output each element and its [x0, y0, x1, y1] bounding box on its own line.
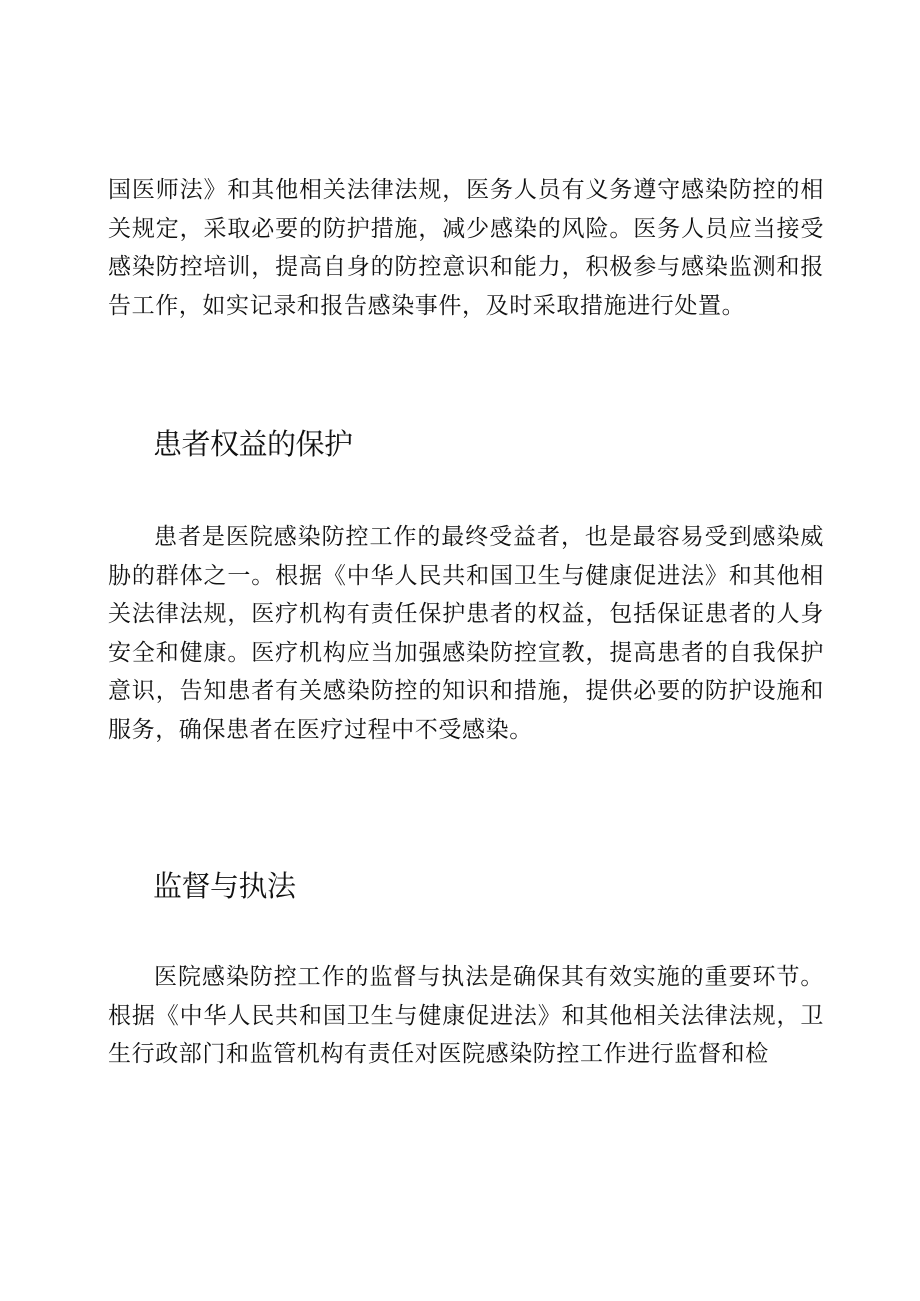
- section-heading-supervision: 监督与执法: [153, 869, 296, 903]
- continued-paragraph: 国医师法》和其他相关法律法规，医务人员有义务遵守感染防控的相关规定，采取必要的防护措施，减少感染的风险。医务人员应当接受感染防控培训，提高自身的防控意识和能力，积极参与感染监测和报告工作，如实记录和报告感染事件，及时采取措施进行处置。: [108, 177, 824, 319]
- section-body-supervision: 医院感染防控工作的监督与执法是确保其有效实施的重要环节。根据《中华人民共和国卫生与健康促进法》和其他相关法律法规，卫生行政部门和监管机构有责任对医院感染防控工作进行监督和检: [108, 964, 824, 1067]
- section-body-patient-rights: 患者是医院感染防控工作的最终受益者，也是最容易受到感染威胁的群体之一。根据《中华人民共和国卫生与健康促进法》和其他相关法律法规，医疗机构有责任保护患者的权益，包括保证患者的人身安全和健康。医疗机构应当加强感染防控宣教，提高患者的自我保护意识，告知患者有关感染防控的知识和措施，提供必要的防护设施和服务，确保患者在医疗过程中不受感染。: [108, 524, 824, 743]
- section-heading-patient-rights: 患者权益的保护: [153, 427, 353, 461]
